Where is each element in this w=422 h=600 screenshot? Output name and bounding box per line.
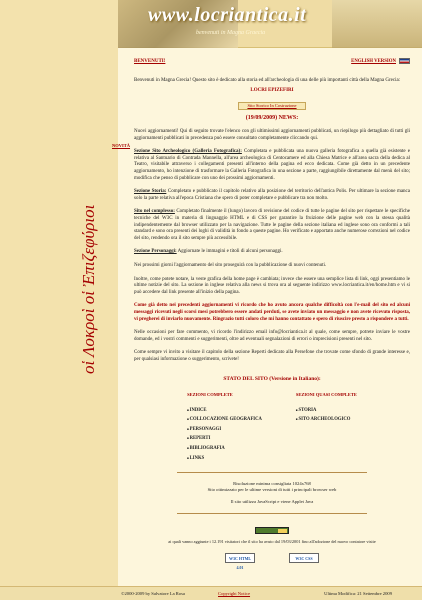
left-sidebar [0, 0, 118, 600]
site-subtitle: benvenuti in Magna Graecia [196, 30, 266, 36]
news-head-sito: Sito nel complesso: [134, 209, 175, 215]
nav-links[interactable]: ■ LINKS [187, 455, 262, 463]
news-section [134, 129, 410, 363]
news-graphics: Inoltre, come potete notare, la veste grafica della home page è cambiata; invece che essere una semplice lista di link, oggi presentiamo le ultime notizie del sito. La sezione in inglese relativa alla news si trova ora al seguente indirizzo www.locriantica.it/en/home.htm e vi si può accedere dal link presente all'inizio della pagina. [134, 276, 410, 295]
news-body-archeo: Completata e pubblicata una nuova galleria fotografica a quella già esistente e relativa al Santuario di Contrada Mannella, all'area archeologica di Centocamere ed alla Chiesa Matrice e all'area sacra della dedica al Teatro, visitabile attraverso i collegamenti presenti all'interno della pagina ed ecco dedicata. Come già detto in un precedente aggiornamento, ho intenzione di trasformare la Galleria Fotografica in una sezione a parte, raggiungibile direttamente dal menù del sito; modifica che penso di pubblicare con uno dei prossimi aggiornamenti. [134, 149, 411, 181]
news-head-personaggi: Sezione Personaggi: [134, 249, 177, 255]
news-date: (19/09/2009) NEWS: [245, 115, 299, 122]
divider-2 [177, 513, 367, 514]
resolution-line-1: Risoluzione minima consigliata 1024x768 [233, 481, 311, 487]
site-header [118, 0, 422, 48]
nav-bibliografia[interactable]: ■ BIBLIOGRAFIA [187, 445, 262, 453]
news-intro: Nuovi aggiornamenti! Qui di seguito trovate l'elenco con gli ultimissimi aggiornamenti pubblicati, un riepilogo più dettagliato di tutti gli aggiornamenti pubblicati in precedenza può essere consultato completamente cliccando qui. [134, 129, 410, 141]
status-title: STATO DEL SITO (Versione in Italiano): [223, 375, 321, 382]
w3c-css-badge[interactable]: W3C CSS [289, 553, 319, 563]
news-item-archeo [134, 149, 410, 182]
construction-wrap [134, 102, 410, 111]
nav-indice[interactable]: ■ INDICE [187, 407, 262, 415]
almost-complete-sections [296, 392, 357, 464]
status-columns [134, 392, 410, 464]
welcome-link[interactable]: BENVENUTI! [134, 58, 166, 64]
construction-link[interactable]: Sito Storico In Costruzione [238, 102, 305, 111]
header-ruin-photo [332, 0, 422, 48]
news-body-personaggi: Aggiornate le immagini e titoli di alcuni personaggi. [177, 249, 283, 255]
nav-reperti[interactable]: ■ REPERTI [187, 435, 262, 443]
last-modified: Ultima Modifica: 21 Settembre 2009 [324, 591, 392, 596]
news-next: Nei prossimi giorni l'aggiornamento del sito proseguirà con la pubblicazione di nuovi contenuti. [134, 262, 327, 268]
vertical-greek-title [76, 44, 102, 384]
almost-complete-list [296, 407, 357, 424]
complete-sections [187, 392, 262, 464]
english-version-link[interactable] [351, 58, 410, 66]
news-contact: Nelle occasioni per fare commento, vi ricordo l'indirizzo email info@locriantica.it al quale, come sempre, potrete inviare le vostre domande, ed i vostri commenti e suggerimenti, oltre ad eventuali segnalazioni di errori o imprecisioni presenti nel sito. [134, 330, 410, 342]
vertical-title-svg [76, 44, 102, 384]
counter-wrap [134, 522, 410, 538]
news-item-storia [134, 189, 410, 202]
complete-sections-list [187, 407, 262, 463]
news-email-warning: Come già detto nei precedenti aggiornamenti vi ricordo che ho avuto ancora qualche difficoltà con l'e-mail del sito ed alcuni messaggi ricevuti negli scorsi mesi potrebbero essere andati perduti, se avete inviato un messaggio e non avete ricevuto risposta, vi pregherei di inviarlo nuovamente. Ringrazio tutti coloro che mi hanno contattato e spero di riuscire presto a rispondere a tutti. [134, 303, 410, 322]
news-item-sito [134, 209, 410, 242]
almost-complete-heading: SEZIONI QUASI COMPLETE [295, 392, 357, 398]
top-row [134, 58, 410, 66]
resolution-line-3: Il sito utilizza JavaScript e viene Applet Java [230, 499, 314, 505]
uk-flag-icon [399, 58, 410, 64]
w3c-html-badge[interactable]: W3C HTML 4.01 [225, 553, 255, 563]
visit-counter-banner[interactable] [255, 527, 289, 534]
city-title-wrap [134, 88, 410, 95]
english-version-label: ENGLISH VERSION [351, 59, 396, 65]
vertical-text: οἱ Λοκροὶ οἱ Ἐπιζεφύριοι [79, 204, 98, 374]
nav-storia[interactable]: ■ STORIA [296, 407, 357, 415]
site-title[interactable]: www.locriantica.it [148, 4, 307, 26]
page-footer [0, 586, 422, 600]
validation-badges [134, 553, 410, 571]
news-body-sito: Completato finalmente il (lungo) lavoro di revisione del codice di tutte le pagine del sito per rispettare le specifiche tecniche del W3C in materia di linguaggio HTML e di CSS per garantire la fruizione delle pagine web con la stessa qualità indipendentemente dal browser utilizzato per la navigazione. Tutte le pagine della sezione italiana ed inglese sono ora conformi a tali standard e sono ora presenti dei loghi di validità in fondo a queste pagine. Ho verificato e apportato anche numerose correzioni nel codice del sito, rendendo ora il sito sempre più accessibile. [134, 209, 411, 241]
news-item-personaggi [134, 249, 410, 256]
visits-text: ai quali vanno aggiunte i 12.191 visitatori che il sito ha avuto dal 19/03/2001 fino all'adozione del nuovo contatore visite [168, 538, 376, 544]
news-invite: Come sempre vi invito a visitare il capitolo della sezione Reperti dedicato alla Persefone che trovate come sfondo di grande interesse e, per qualsiasi informazione o suggerimento, scrivete! [134, 350, 410, 362]
news-body-storia: Completato e pubblicato il capitolo relativo alla posizione del territorio dell'antica Polis. Per ultimare la sezione manca solo la parte relativa all'epoca Cristiana che spero di poter completare e pubblicare tra non molto. [134, 189, 410, 201]
resolution-info [134, 481, 410, 505]
nav-collocazione[interactable]: ■ COLLOCAZIONE GEOGRAFICA [187, 416, 262, 424]
nav-sito-archeologico[interactable]: ■ SITO ARCHEOLOGICO [296, 416, 357, 424]
sidebar-novita-label[interactable]: NOVITÀ [112, 143, 131, 148]
news-head-storia: Sezione Storia: [134, 189, 167, 195]
resolution-line-2: Sito ottimizzato per le ultime versioni di tutti i principali browser web [207, 487, 337, 493]
complete-sections-heading: SEZIONI COMPLETE [187, 392, 233, 398]
news-head-archeo: Sezione Sito Archeologico (Galleria Fotografica): [134, 149, 242, 155]
nav-personaggi[interactable]: ■ PERSONAGGI [187, 426, 262, 434]
main-content [112, 58, 411, 571]
copyright-text: ©2000-2009 by Salvatore La Rosa [121, 591, 185, 596]
intro-text: Benvenuti in Magna Grecia! Questo sito è dedicato alla storia ed all'archeologia di una delle più importanti città della Magna Grecia: [134, 77, 401, 83]
copyright-notice-link[interactable]: Copyright Notice [218, 591, 251, 596]
intro [134, 78, 410, 85]
divider [177, 472, 367, 473]
city-title: LOCRI EPIZEFIRI [250, 88, 294, 94]
